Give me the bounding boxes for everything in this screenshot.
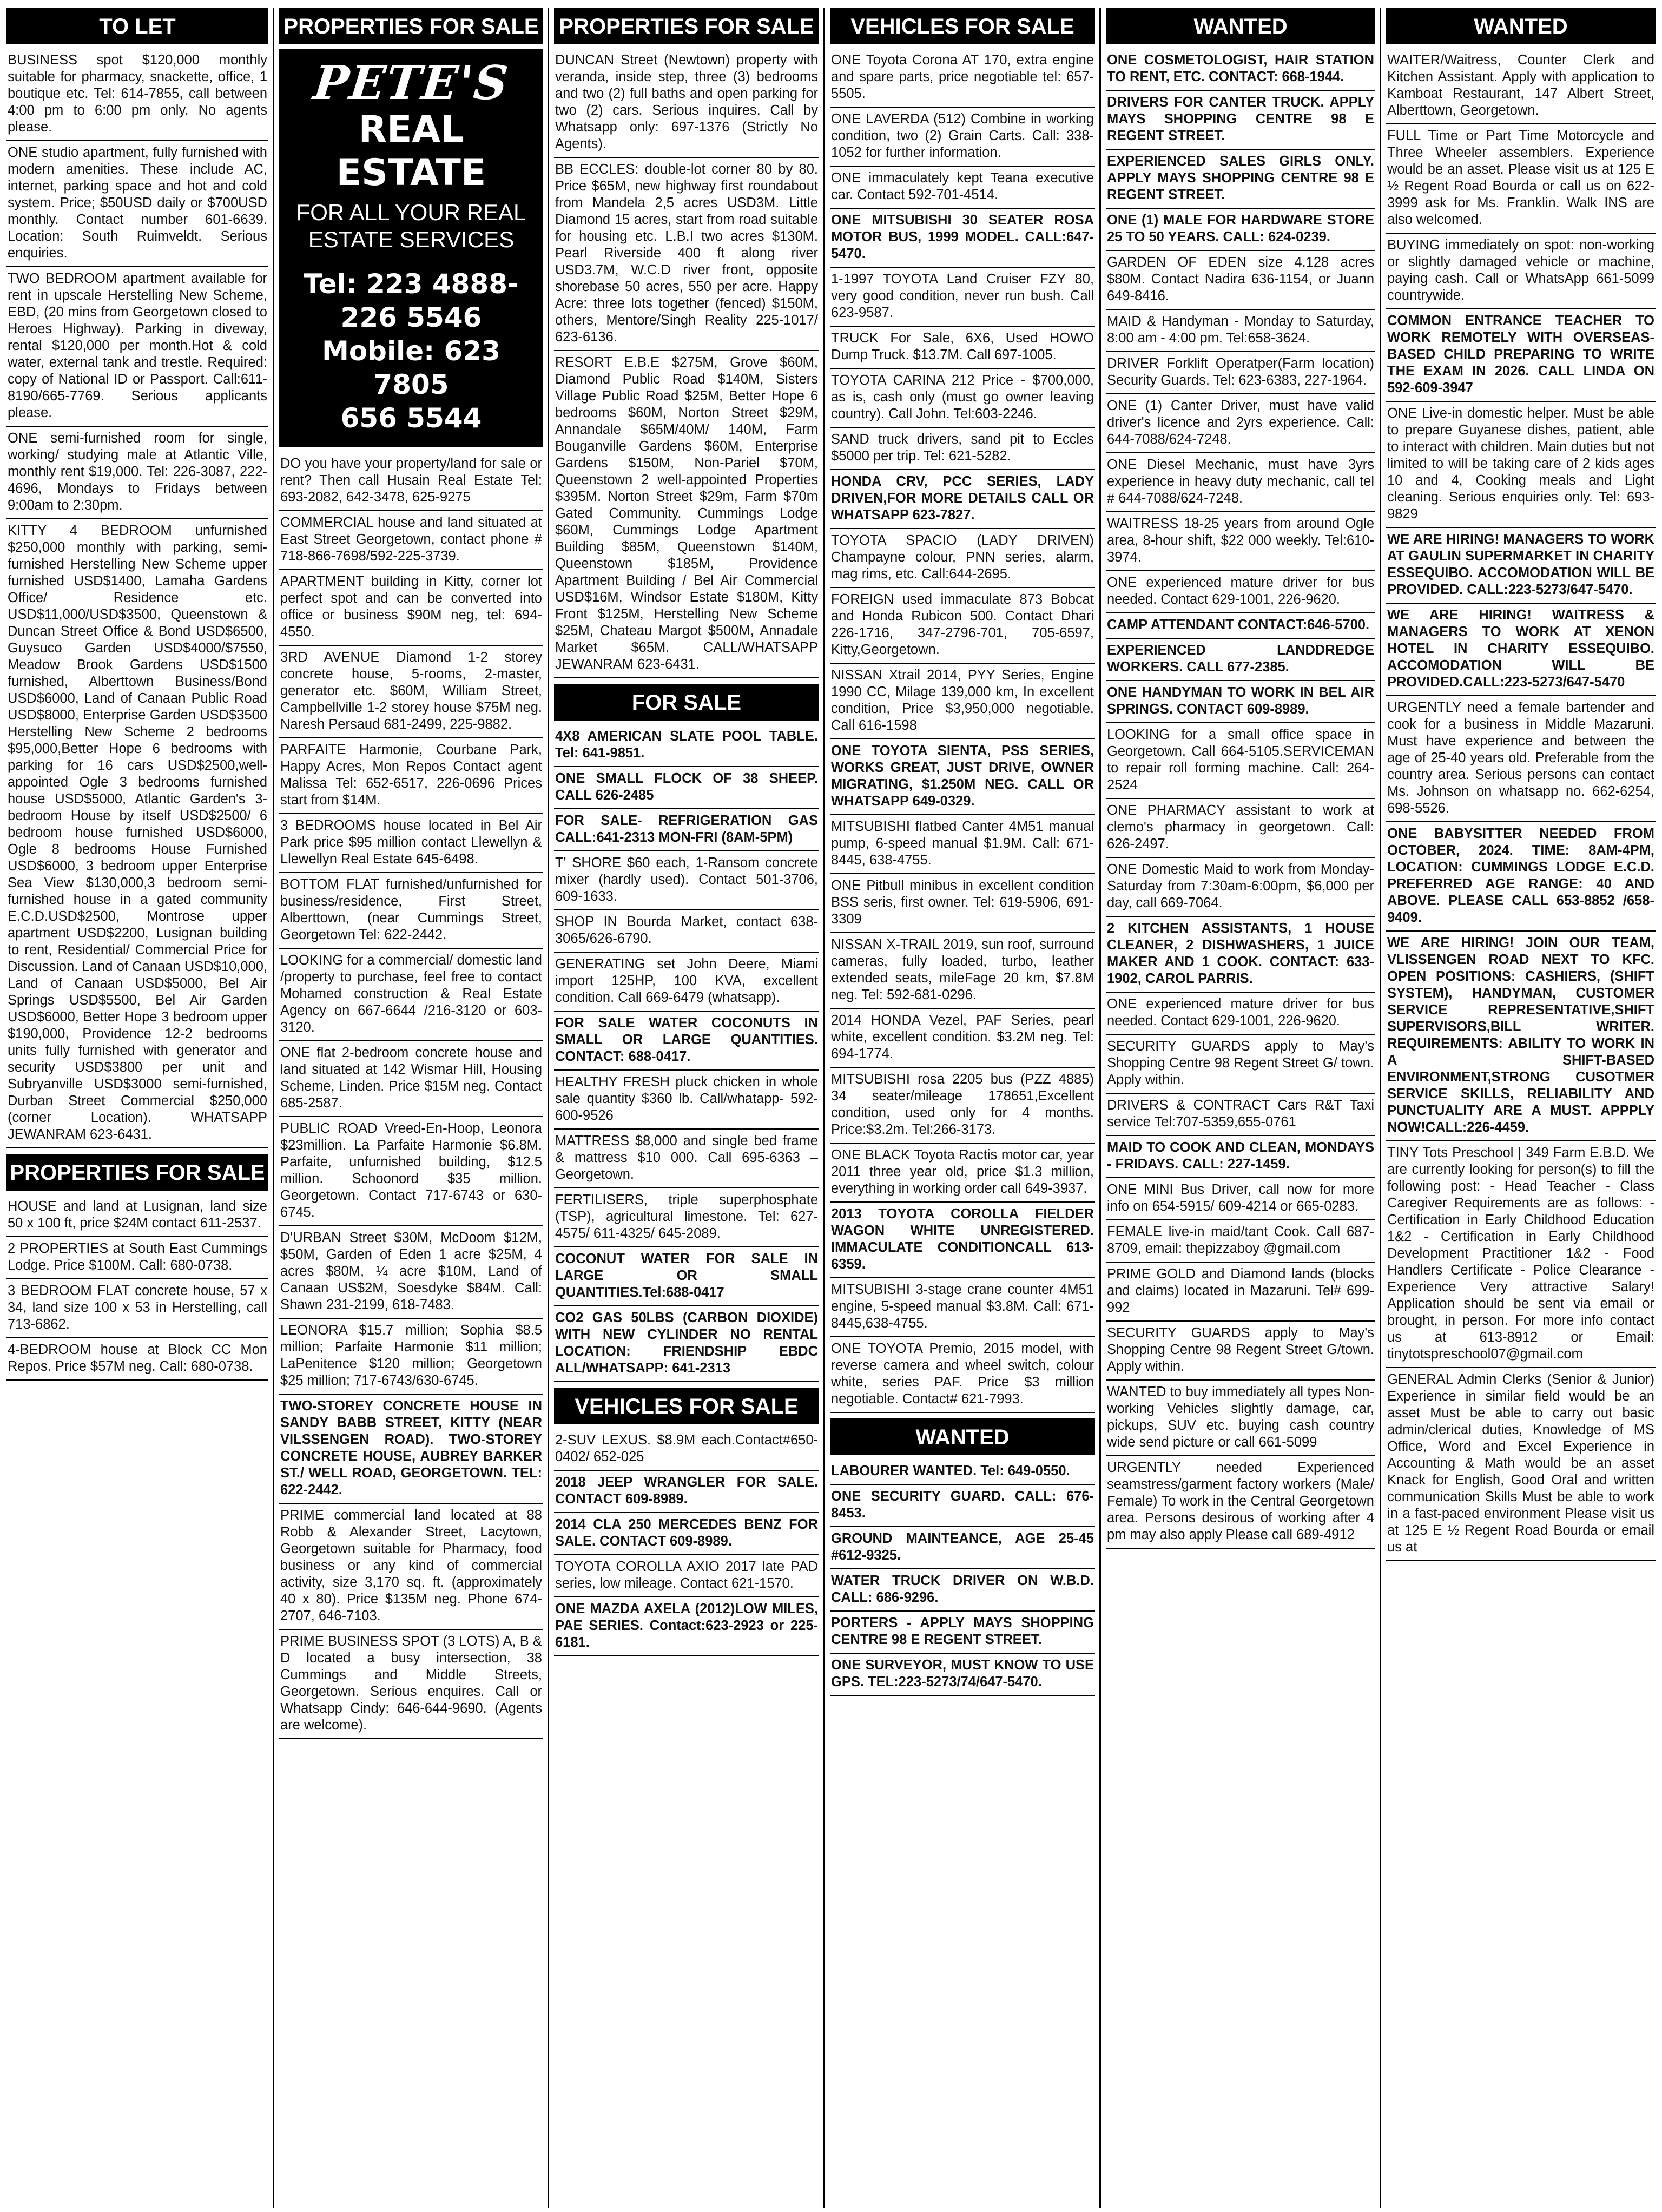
classified-ad xyxy=(554,351,819,678)
classified-ad xyxy=(1106,858,1375,917)
classified-ad xyxy=(1386,124,1656,234)
classified-ad xyxy=(6,267,268,427)
classified-ad xyxy=(554,1130,819,1188)
classified-ad xyxy=(6,1338,268,1381)
classified-ad-text: BOTTOM FLAT furnished/unfurnished for business/residence, First Street, Alberttown, (near Cummings Street, Georgetown Tel: 622-2442. xyxy=(280,877,542,942)
classified-ad-text: APARTMENT building in Kitty, corner lot perfect spot and can be converted into office or business $90M neg, tel: 694-4550. xyxy=(280,574,542,639)
classified-ad xyxy=(6,141,268,267)
classified-ad xyxy=(6,427,268,519)
classified-ad xyxy=(1106,1178,1375,1220)
classified-ad xyxy=(554,158,819,351)
classified-ad xyxy=(830,327,1095,369)
classified-ad xyxy=(1106,394,1375,453)
classified-ad xyxy=(1106,1263,1375,1322)
classified-ad xyxy=(1106,1456,1375,1549)
wanted-ads-col5 xyxy=(1106,49,1375,1549)
to-let-ads xyxy=(6,49,268,1148)
classified-ad-text: PRIME GOLD and Diamond lands (blocks and claims) located in Mazaruni. Tel# 699-992 xyxy=(1107,1266,1374,1315)
classified-ad xyxy=(554,1071,819,1130)
classified-ad-text: ONE MAZDA AXELA (2012)LOW MILES, PAE SERIES. Contact:623-2923 or 225-6181. xyxy=(555,1601,818,1650)
classified-ad-text: ONE Diesel Mechanic, must have 3yrs experience in heavy duty mechanic, call tel # 644-7088/624-7248. xyxy=(1107,457,1374,506)
classified-ad-text: ONE SMALL FLOCK OF 38 SHEEP. CALL 626-2485 xyxy=(555,771,818,803)
section-header-wanted: WANTED xyxy=(830,1418,1095,1455)
classified-ad xyxy=(554,1471,819,1513)
classified-ad xyxy=(830,428,1095,470)
classified-ad xyxy=(830,1569,1095,1612)
classified-ad-text: ONE HANDYMAN TO WORK IN BEL AIR SPRINGS. CONTACT 609-8989. xyxy=(1107,685,1374,717)
classified-ad-text: BUSINESS spot $120,000 monthly suitable for pharmacy, snackette, office, 1 boutique etc. Tel: 614-7855, call between 4:00 pm to 6:00 pm only. No agents please. xyxy=(8,52,267,135)
classified-ad xyxy=(554,1513,819,1555)
classified-ad-text: 3RD AVENUE Diamond 1-2 storey concrete house, 5-rooms, 2-master, generator etc. $60M, William Street, Campbellville 1-2 storey house $75M neg. Naresh Persaud 681-2499, 225-9882. xyxy=(280,650,542,732)
classified-ad xyxy=(1386,309,1656,402)
classified-ad-text: T' SHORE $60 each, 1-Ransom concrete mixer (hardly used). Contact 501-3706, 609-1633. xyxy=(555,855,818,904)
classified-ad-text: SECURITY GUARDS apply to May's Shopping Centre 98 Regent Street G/town. Apply within. xyxy=(1107,1325,1374,1374)
logo-subtitle: REAL ESTATE xyxy=(336,108,486,194)
classified-ad-text: ONE MITSUBISHI 30 SEATER ROSA MOTOR BUS, 1999 MODEL. CALL:647-5470. xyxy=(831,213,1094,261)
classified-ad-text: NISSAN X-TRAIL 2019, sun roof, surround cameras, fully loaded, turbo, leather extended seats, mileFage 20 km, $7.8M neg. Tel: 592-681-0296. xyxy=(831,937,1094,1002)
classified-ad-text: KITTY 4 BEDROOM unfurnished $250,000 monthly with parking, semi-furnished Herstelling New Scheme upper furnished USD$1400, Lamaha Gardens Office/ Residence etc. USD$11,000/USD$3500, Queenstown & Duncan Street Office & Bond USD$6500, Guysuco Garden USD$4000/$7550, Meadow Brook Gardens USD$1500 furnished, Alberttown Business/Bond USD$6000, Land of Canaan Public Road USD$8000, Enterprise Garden USD$3500 Herstelling New Scheme 2 bedrooms $95,000,Better Hope 6 bedrooms with parking for 16 cars USD$2500,well-appointed Ogle 3 bedrooms furnished house USD$5000, Atlantic Garden's 3-bedroom House by itself USD$2500/ 6 bedroom house furnished USD$6000, Ogle 8 bedrooms House Furnished USD$6000, 3 bedroom upper Enterprise Sea View $130,000,3 bedroom semi-furnished house in a gated community E.C.D.USD$2500, Montrose upper apartment USD$2200, Lusignan building to rent, Residential/ Commercial Price for Discussion. Land of Canaan USD$10,000, Land of Canaan USD$5000, Bel Air Springs USD$5500, Bel Air Garden USD$6000, Better Hope 3 bedroom upper $190,000, Providence 12-2 bedrooms units fully furnished with generator and security USD$3800 per unit and Subryanville USD$3000 semi-furnished, Durban Street Commercial $250,000 (corner Location). WHATSAPP JEWANRAM 623-6431. xyxy=(8,523,267,1142)
classified-ad-text: MITSUBISHI 3-stage crane counter 4M51 engine, 5-speed manual $3.8M. Call: 671-8445,638-4755. xyxy=(831,1282,1094,1331)
section-header-vehicles-for-sale: VEHICLES FOR SALE xyxy=(554,1388,819,1424)
logo-tel: Tel: 223 4888- xyxy=(304,268,519,300)
classified-ad-text: GENERAL Admin Clerks (Senior & Junior) Experience in similar field would be an asset Must be able to carry out basic admin/clerical duties, Knowledge of MS Office, Word and Excel Experience in Accounting & Math would be an asset Knack for English, Good Oral and written communication Skills Must be able to work in a fast-paced environment Please visit us at 125 E ½ Regent Road Bourda or email us at xyxy=(1387,1372,1654,1555)
classified-ad-text: TOYOTA CARINA 212 Price - $700,000, as is, cash only (must go owner leaving country). Call John. Tel:603-2246. xyxy=(831,373,1094,421)
logo-name: PETE'S xyxy=(311,56,512,110)
column-6 xyxy=(1383,8,1659,2208)
classified-ad-text: MAID & Handyman - Monday to Saturday, 8:00 am - 4:00 pm. Tel:658-3624. xyxy=(1107,314,1374,346)
classified-ad-text: DUNCAN Street (Newtown) property with veranda, inside step, three (3) bedrooms and two (2) full baths and open parking for two (2) cars. Serious inquires. Call by Whatsapp only: 697-1376 (Strictly No Agents). xyxy=(555,52,818,151)
classified-ad-text: ONE Toyota Corona AT 170, extra engine and spare parts, price negotiable tel: 657-5505. xyxy=(831,52,1094,101)
classified-ad xyxy=(1106,993,1375,1035)
classified-ad xyxy=(279,1395,543,1504)
classified-ad-text: 2018 JEEP WRANGLER FOR SALE. CONTACT 609-8989. xyxy=(555,1475,818,1507)
petes-real-estate-logo xyxy=(279,49,543,447)
classified-ad-text: ONE Domestic Maid to work from Monday-Saturday from 7:30am-6:00pm, $6,000 per day, call 669-7064. xyxy=(1107,862,1374,910)
classified-ad xyxy=(1386,234,1656,309)
classified-ad-text: WE ARE HIRING! JOIN OUR TEAM, VLISSENGEN ROAD NEXT TO KFC. OPEN POSITIONS: CASHIERS, (SHIFT SYSTEM), HANDYMAN, CUSTOMER SERVICE REPRESENTATIVE,SHIFT SUPERVISORS,BILL WRITER. REQUIREMENTS: ABILITY TO WORK IN A SHIFT-BASED ENVIRONMENT,STRONG CUSOTMER SERVICE SKILLS, RELIABILITY AND PUNCTUALITY ARE A MUST. APPPLY NOW!CALL:226-4459. xyxy=(1387,935,1654,1135)
classified-ad xyxy=(279,1504,543,1630)
logo-tel-2: 226 5546 xyxy=(340,302,482,333)
classified-ad-text: PRIME commercial land located at 88 Robb & Alexander Street, Lacytown, Georgetown suitable for Pharmacy, food business or any kind of commercial activity, size 3,170 sq. ft. (approximately 40 x 80). Price $135M neg. Phone 674-2707, 646-7103. xyxy=(280,1508,542,1623)
classified-ad-text: ONE Live-in domestic helper. Must be able to prepare Guyanese dishes, patient, able to interact with children. Main duties but not limited to will be taking care of 2 kids ages 10 and 4, Cooking meals and Light cleaning. Serious enquiries only. Tel: 693-9829 xyxy=(1387,406,1654,521)
classified-ad-text: 2014 CLA 250 MERCEDES BENZ FOR SALE. CONTACT 609-8989. xyxy=(555,1517,818,1549)
classified-ad-text: ONE BLACK Toyota Ractis motor car, year 2011 three year old, price $1.3 million, everything in working order call 649-3937. xyxy=(831,1147,1094,1196)
classified-ad xyxy=(554,1188,819,1247)
classified-ad xyxy=(830,369,1095,428)
classified-ad xyxy=(1106,1136,1375,1178)
classified-ad-text: EXPERIENCED LANDDREDGE WORKERS. CALL 677-2385. xyxy=(1107,643,1374,675)
classified-ad xyxy=(1386,822,1656,932)
classified-ad-text: DRIVER Forklift Operatper(Farm location) Security Guards. Tel: 623-6383, 227-1964. xyxy=(1107,356,1374,388)
properties-sale-ads-col1 xyxy=(6,1195,268,1381)
classified-ad-text: COMMON ENTRANCE TEACHER TO WORK REMOTELY WITH OVERSEAS-BASED CHILD PREPARING TO WRITE THE EXAM IN 2026. CALL LINDA ON 592-609-3947 xyxy=(1387,313,1654,395)
classified-ad-text: TOYOTA SPACIO (LADY DRIVEN) Champayne colour, PNN series, alarm, mag rims, etc. Call:644-2695. xyxy=(831,533,1094,582)
classified-ad xyxy=(830,1460,1095,1485)
classified-ad-text: PRIME BUSINESS SPOT (3 LOTS) A, B & D located a busy intersection, 38 Cummings and Middle Streets, Georgetown. Serious enquires. Call or Whatsapp Cindy: 646-644-9690. (Agents are welcome). xyxy=(280,1634,542,1733)
classified-ad-text: WANTED to buy immediately all types Non-working Vehicles slightly damage, car, pickups, SUV etc. buying cash country wide send picture or call 661-5099 xyxy=(1107,1384,1374,1450)
classified-ad xyxy=(6,1237,268,1279)
column-rule xyxy=(548,8,549,2208)
classified-ad xyxy=(830,1527,1095,1569)
classified-ad-text: SAND truck drivers, sand pit to Eccles $5000 per trip. Tel: 621-5282. xyxy=(831,432,1094,464)
classified-ad-text: ONE SECURITY GUARD. CALL: 676-8453. xyxy=(831,1489,1094,1521)
classified-ad xyxy=(6,1279,268,1338)
classified-ad-text: LABOURER WANTED. Tel: 649-0550. xyxy=(831,1463,1070,1478)
classified-ad xyxy=(279,646,543,738)
classified-ad-text: WE ARE HIRING! WAITRESS & MANAGERS TO WORK AT XENON HOTEL IN CHARITY ESSEQUIBO. ACCOMODATION WILL BE PROVIDED.CALL:223-5273/647-5470 xyxy=(1387,608,1654,690)
classified-ad-text: BUYING immediately on spot: non-working or slightly damaged vehicle or machine, paying cash. Call or WhatsApp 661-5099 countrywide. xyxy=(1387,237,1654,303)
section-header-properties-for-sale-2: PROPERTIES FOR SALE xyxy=(279,8,543,44)
classified-ad xyxy=(6,49,268,141)
logo-mobile: Mobile: 623 7805 xyxy=(322,335,500,400)
column-3 xyxy=(551,8,822,2208)
classified-ad xyxy=(1106,251,1375,310)
classified-ad-text: ONE experienced mature driver for bus needed. Contact 629-1001, 226-9620. xyxy=(1107,996,1374,1028)
classified-ad-text: WE ARE HIRING! MANAGERS TO WORK AT GAULIN SUPERMARKET IN CHARITY ESSEQUIBO. ACCOMODATION WILL BE PROVIDED. CALL:223-5273/647-5470. xyxy=(1387,532,1654,597)
classified-ad xyxy=(554,851,819,910)
classified-ad-text: LEONORA $15.7 million; Sophia $8.5 million; Parfaite Harmonie $11 million; LaPenitence $120 million; Georgetown $25 million; 717-6743/630-6745. xyxy=(280,1323,542,1388)
classified-ad xyxy=(830,1278,1095,1337)
classified-ad-text: GARDEN OF EDEN size 4.128 acres $80M. Contact Nadira 636-1154, or Juann 649-8416. xyxy=(1107,255,1374,303)
classified-ad xyxy=(1106,639,1375,681)
classified-ad xyxy=(1106,1035,1375,1094)
classified-ad-text: PARFAITE Harmonie, Courbane Park, Happy Acres, Mon Repos Contact agent Malissa Tel: 652-6517, 226-0696 Prices start from $14M. xyxy=(280,742,542,808)
classified-ad-text: 2 PROPERTIES at South East Cummings Lodge. Price $100M. Call: 680-0738. xyxy=(8,1241,267,1273)
classified-ad xyxy=(830,529,1095,588)
classified-ad-text: BB ECCLES: double-lot corner 80 by 80. Price $65M, new highway first roundabout from Mandela 2,5 acres USD3M. Little Diamond 15 acres, start from road suitable for housing etc. L.B.I two acres $130M. Pearl Riverside 400 ft along river USD3.7M, W.C.D river front, opposite shorebase 50 acres, 550 per acre. Happy Acre: three lots together (fenced) $150M, others, Mentore/Singh Reality 225-1017/ 623-6136. xyxy=(555,162,818,345)
column-5 xyxy=(1103,8,1379,2208)
vehicle-ads-col3 xyxy=(554,1429,819,1656)
classified-ad-text: LOOKING for a commercial/ domestic land /property to purchase, feel free to contact Mohamed construction & Real Estate Agency on 667-6644 /216-3120 or 603-3120. xyxy=(280,953,542,1035)
classified-ad-text: TRUCK For Sale, 6X6, Used HOWO Dump Truck. $13.7M. Call 697-1005. xyxy=(831,331,1094,362)
classified-ad xyxy=(1106,723,1375,799)
classified-ad xyxy=(554,1306,819,1382)
column-4 xyxy=(827,8,1098,2208)
classified-ad xyxy=(1106,681,1375,723)
classified-ad xyxy=(1386,696,1656,822)
classified-ad-text: D'URBAN Street $30M, McDoom $12M, $50M, Garden of Eden 1 acre $25M, 4 acres $80M, ¼ acre $10M, Land of Canaan US$2M, Soesdyke $84M. Call: Shawn 231-2199, 618-7483. xyxy=(280,1230,542,1312)
section-header-for-sale: FOR SALE xyxy=(554,684,819,721)
column-rule xyxy=(1380,8,1381,2208)
classified-ad xyxy=(1106,512,1375,571)
section-header-properties-for-sale: PROPERTIES FOR SALE xyxy=(6,1154,268,1191)
classified-ad-text: FULL Time or Part Time Motorcycle and Three Wheeler assemblers. Experience would be an asset. Please visit us at 125 E ½ Regent Road Bourda or call us on 622-3999 ask for Ms. Franklin. Walk INS are also welcomed. xyxy=(1387,128,1654,227)
classified-ad xyxy=(1106,310,1375,352)
classified-ad xyxy=(6,519,268,1148)
classified-ad xyxy=(279,949,543,1041)
classified-ad-text: CO2 GAS 50LBS (CARBON DIOXIDE) WITH NEW CYLINDER NO RENTAL LOCATION: FRIENDSHIP EBDC ALL/WHATSAPP: 641-2313 xyxy=(555,1310,818,1376)
classified-ad-text: ONE PHARMACY assistant to work at clemo's pharmacy in georgetown. Call: 626-2497. xyxy=(1107,803,1374,851)
classified-ad-text: FERTILISERS, triple superphosphate (TSP), agricultural limestone. Tel: 627-4575/ 611-4325/ 645-2089. xyxy=(555,1192,818,1241)
classified-ad-text: ONE flat 2-bedroom concrete house and land situated at 142 Wismar Hill, Housing Scheme, Linden. Price $15M neg. Contact 685-2587. xyxy=(280,1045,542,1111)
section-header-vehicles-for-sale-2: VEHICLES FOR SALE xyxy=(830,8,1095,44)
classified-ad xyxy=(554,725,819,767)
classified-ad xyxy=(554,1012,819,1071)
logo-mobile-2: 656 5544 xyxy=(340,402,482,434)
logo-tagline: FOR ALL YOUR REAL ESTATE SERVICES xyxy=(296,200,526,252)
classified-ad xyxy=(1106,799,1375,858)
classified-ad xyxy=(1106,613,1375,639)
classified-ad xyxy=(1106,1094,1375,1136)
classified-ad-text: GENERATING set John Deere, Miami import 125HP, 100 KVA, excellent condition. Call 669-6479 (whatsapp). xyxy=(555,956,818,1005)
section-header-to-let: TO LET xyxy=(6,8,268,44)
classified-ad xyxy=(830,1612,1095,1654)
classified-ad xyxy=(1386,932,1656,1141)
classified-ad xyxy=(830,470,1095,529)
classified-ad-text: FOR SALE- REFRIGERATION GAS CALL:641-2313 MON-FRI (8AM-5PM) xyxy=(555,813,818,845)
classified-ad xyxy=(554,809,819,851)
classified-ad-text: TINY Tots Preschool | 349 Farm E.B.D. We are currently looking for person(s) to fill the following post: - Head Teacher - Class Caregiver Requirements are as follows: - Certification in Early Childhood Education 1&2 - Certification in Early Childhood Development Practitioner 1&2 - Food Handlers Certificate - Police Clearance - Experience Very attractive Salary! Application should be sent via email or brought, in person. For more info contact us at 613-8912 or Email: tinytotspreschool07@gmail.com xyxy=(1387,1145,1654,1362)
classified-ad xyxy=(1106,49,1375,91)
classified-ad-text: MITSUBISHI flatbed Canter 4M51 manual pump, 6-speed manual $1.9M. Call: 671-8445, 638-4755. xyxy=(831,819,1094,868)
classified-ad-text: ONE Pitbull minibus in excellent condition BSS seris, first owner. Tel: 619-5906, 691-3309 xyxy=(831,878,1094,927)
classified-ad-text: CAMP ATTENDANT CONTACT:646-5700. xyxy=(1107,617,1370,632)
classified-ad-text: ONE LAVERDA (512) Combine in working condition, two (2) Grain Carts. Call: 338-1052 for further information. xyxy=(831,111,1094,160)
classified-ad-text: DO you have your property/land for sale or rent? Then call Husain Real Estate Tel: 693-2082, 642-3478, 625-9275 xyxy=(280,456,542,505)
classified-ad xyxy=(1106,150,1375,209)
column-rule xyxy=(273,8,274,2208)
classified-ad-text: ONE immaculately kept Teana executive car. Contact 592-701-4514. xyxy=(831,170,1094,202)
classified-ad-text: LOOKING for a small office space in Georgetown. Call 664-5105.SERVICEMAN to repair roll forming machine. Call: 264-2524 xyxy=(1107,727,1374,793)
classified-ad xyxy=(830,49,1095,108)
classified-ad-text: DRIVERS & CONTRACT Cars R&T Taxi service Tel:707-5359,655-0761 xyxy=(1107,1098,1374,1130)
classified-ad xyxy=(830,1337,1095,1413)
classified-ad-text: COMMERCIAL house and land situated at East Street Georgetown, contact phone # 718-866-7698/592-225-3739. xyxy=(280,515,542,564)
classified-ad-text: URGENTLY need a female bartender and cook for a business in Middle Mazaruni. Must have experience and between the age of 25-40 years old. Preferable from the country area. Serious persons can contact Ms. Johnson on whatsapp no. 662-6254, 698-5526. xyxy=(1387,700,1654,816)
properties-sale-ads-col2 xyxy=(279,452,543,1739)
classified-ad xyxy=(554,1429,819,1471)
classified-ad xyxy=(1106,1322,1375,1381)
classified-ad-text: WATER TRUCK DRIVER ON W.B.D. CALL: 686-9296. xyxy=(831,1573,1094,1605)
for-sale-ads xyxy=(554,725,819,1382)
classified-ad xyxy=(279,1319,543,1395)
classified-ad-text: HEALTHY FRESH pluck chicken in whole sale quantity $360 lb. Call/whatapp- 592-600-9526 xyxy=(555,1074,818,1123)
classified-ad-text: 4X8 AMERICAN SLATE POOL TABLE. Tel: 641-9851. xyxy=(555,729,818,761)
classified-ad xyxy=(1386,528,1656,604)
classified-ad xyxy=(830,167,1095,209)
classified-ad-text: HOUSE and land at Lusignan, land size 50 x 100 ft, price $24M contact 611-2537. xyxy=(8,1199,267,1231)
classified-ad xyxy=(830,1009,1095,1068)
classified-ad xyxy=(1106,917,1375,993)
classified-ad xyxy=(279,570,543,646)
classified-ad xyxy=(830,815,1095,874)
classified-ad-text: PUBLIC ROAD Vreed-En-Hoop, Leonora $23million. La Parfaite Harmonie $6.8M. Parfaite, unfurnished building, $12.5 million. Schoonord $35 million. Georgetown. Contact 717-6743 or 630-6745. xyxy=(280,1121,542,1220)
classified-ad-text: NISSAN Xtrail 2014, PYY Series, Engine 1990 CC, Milage 139,000 km, In excellent condition, Price $3,950,000 negotiable. Call 616-1598 xyxy=(831,668,1094,733)
classified-ad-text: COCONUT WATER FOR SALE IN LARGE OR SMALL QUANTITIES.Tel:688-0417 xyxy=(555,1251,818,1300)
classified-ad-text: SHOP IN Bourda Market, contact 638-3065/626-6790. xyxy=(555,914,818,946)
classified-ad xyxy=(1106,571,1375,613)
classified-ad-text: 2 KITCHEN ASSISTANTS, 1 HOUSE CLEANER, 2 DISHWASHERS, 1 JUICE MAKER AND 1 COOK. CONTACT: 633-1902, CAROL PARRIS. xyxy=(1107,921,1374,986)
classified-ad-text: ONE experienced mature driver for bus needed. Contact 629-1001, 226-9620. xyxy=(1107,575,1374,607)
classified-ad xyxy=(830,108,1095,167)
classified-ad xyxy=(1106,1381,1375,1456)
classified-ad xyxy=(554,1597,819,1656)
classified-ad xyxy=(1386,604,1656,696)
classified-ad-text: ONE MINI Bus Driver, call now for more info on 654-5915/ 609-4214 or 665-0283. xyxy=(1107,1182,1374,1214)
classified-ad-text: DRIVERS FOR CANTER TRUCK. APPLY MAYS SHOPPING CENTRE 98 E REGENT STREET. xyxy=(1107,95,1374,143)
classified-ad-text: TOYOTA COROLLA AXIO 2017 late PAD series, low mileage. Contact 621-1570. xyxy=(555,1559,818,1591)
section-header-wanted-2: WANTED xyxy=(1106,8,1375,44)
classified-ad-text: FEMALE live-in maid/tant Cook. Call 687-8709, email: thepizzaboy @gmail.com xyxy=(1107,1224,1374,1256)
classified-ad xyxy=(279,814,543,873)
classified-ad-text: MAID TO COOK AND CLEAN, MONDAYS - FRIDAYS. CALL: 227-1459. xyxy=(1107,1140,1374,1172)
classified-ad xyxy=(830,209,1095,268)
classified-ad xyxy=(279,511,543,570)
classified-ad xyxy=(279,452,543,511)
classified-ad xyxy=(830,739,1095,815)
classified-ad-text: 3 BEDROOM FLAT concrete house, 57 x 34, land size 100 x 53 in Herstelling, call 713-6862. xyxy=(8,1283,267,1332)
classified-ad-text: ONE TOYOTA Premio, 2015 model, with reverse camera and wheel switch, colour white, series PAF. Price $3 million negotiable. Contact# 621-7993. xyxy=(831,1341,1094,1407)
classified-ad xyxy=(830,268,1095,327)
classified-ad xyxy=(830,664,1095,739)
classified-ad xyxy=(554,49,819,158)
classified-ad xyxy=(279,1630,543,1739)
classified-ad xyxy=(554,1247,819,1306)
classified-ad-text: ONE studio apartment, fully furnished with modern amenities. These include AC, internet, parking space and hot and cold system. Price; $50USD daily or $700USD monthly. Contact number 601-6639. Location: South Ruimveldt. Serious enquiries. xyxy=(8,145,267,261)
classified-ad-text: 2014 HONDA Vezel, PAF Series, pearl white, excellent condition. $3.2M neg. Tel: 694-1774. xyxy=(831,1013,1094,1061)
classified-ad xyxy=(1386,1141,1656,1368)
section-header-properties-for-sale-3: PROPERTIES FOR SALE xyxy=(554,8,819,44)
classified-ad xyxy=(554,1555,819,1597)
classified-ad xyxy=(830,1203,1095,1278)
classified-ad-text: ONE BABYSITTER NEEDED FROM OCTOBER, 2024. TIME: 8AM-4PM, LOCATION: CUMMINGS LODGE E.C.D. PREFERRED AGE RANGE: 40 AND ABOVE. PLEASE CALL 653-8852 /658-9409. xyxy=(1387,826,1654,925)
classified-ad xyxy=(1106,91,1375,150)
column-2 xyxy=(276,8,546,2208)
classified-ad xyxy=(279,1041,543,1117)
classified-ad xyxy=(830,874,1095,933)
classified-ad-text: PORTERS - APPLY MAYS SHOPPING CENTRE 98 E REGENT STREET. xyxy=(831,1615,1094,1647)
classified-ad-text: 3 BEDROOMS house located in Bel Air Park price $95 million contact Llewellyn & Llewellyn Real Estate 645-6498. xyxy=(280,818,542,867)
wanted-ads-col4 xyxy=(830,1460,1095,1696)
classified-ad-text: 4-BEDROOM house at Block CC Mon Repos. Price $57M neg. Call: 680-0738. xyxy=(8,1342,267,1374)
classified-ad xyxy=(1386,49,1656,124)
classified-ad-text: HONDA CRV, PCC SERIES, LADY DRIVEN,FOR MORE DETAILS CALL OR WHATSAPP 623-7827. xyxy=(831,474,1094,523)
classified-ad-text: FOREIGN used immaculate 873 Bobcat and Honda Rubicon 500. Contact Dhari 226-1716, 347-2796-701, 705-6597, Kitty,Georgetown. xyxy=(831,592,1094,657)
classified-ad xyxy=(554,910,819,953)
classified-ad-text: TWO BEDROOM apartment available for rent in upscale Herstelling New Scheme, EBD, (20 mins from Georgetown closed to Heroes Highway). Parking in diveway, rental $120,000 per month.Hot & cold water, external tank and trestle. Required: copy of National ID or Passport. Call:611-8190/665-7769. Serious applicants please. xyxy=(8,271,267,420)
classified-ad xyxy=(830,933,1095,1009)
classified-ad-text: ONE SURVEYOR, MUST KNOW TO USE GPS. TEL:223-5273/74/647-5470. xyxy=(831,1658,1094,1689)
classified-ad xyxy=(279,1226,543,1319)
classified-ad xyxy=(1106,1220,1375,1263)
classified-ad xyxy=(6,1195,268,1237)
classified-ad-text: MITSUBISHI rosa 2205 bus (PZZ 4885) 34 seater/mileage 178651,Excellent condition, used only for 4 months. Price:$3.2m. Tel:266-3173. xyxy=(831,1072,1094,1137)
classified-ad-text: ONE (1) MALE FOR HARDWARE STORE 25 TO 50 YEARS. CALL: 624-0239. xyxy=(1107,213,1374,245)
section-header-wanted-3: WANTED xyxy=(1386,8,1656,44)
classified-ad xyxy=(1106,352,1375,394)
classified-ad xyxy=(830,588,1095,664)
classified-ad-text: ONE semi-furnished room for single, working/ studying male at Atlantic Ville, monthly rent $19,000. Tel: 226-3087, 222-4696, Mondays to Fridays between 9:00am to 2:30pm. xyxy=(8,431,267,513)
column-rule xyxy=(823,8,825,2208)
wanted-ads-col6 xyxy=(1386,49,1656,1561)
classified-ad xyxy=(830,1654,1095,1696)
classified-ad xyxy=(279,738,543,814)
classified-ad xyxy=(554,767,819,809)
classified-ad xyxy=(279,1117,543,1226)
classified-ad-text: MATTRESS $8,000 and single bed frame & mattress $10 000. Call 695-6363 – Georgetown. xyxy=(555,1133,818,1182)
classified-ad xyxy=(1106,209,1375,251)
classified-ad-text: SECURITY GUARDS apply to May's Shopping Centre 98 Regent Street G/ town. Apply within. xyxy=(1107,1039,1374,1087)
classified-ad-text: 1-1997 TOYOTA Land Cruiser FZY 80, very good condition, never run bush. Call 623-9587. xyxy=(831,272,1094,320)
classified-ad-text: WAITRESS 18-25 years from around Ogle area, 8-hour shift, $22 000 weekly. Tel:610-3974. xyxy=(1107,516,1374,565)
classified-ad-text: ONE COSMETOLOGIST, HAIR STATION TO RENT, ETC. CONTACT: 668-1944. xyxy=(1107,52,1374,84)
classified-ad-text: WAITER/Waitress, Counter Clerk and Kitchen Assistant. Apply with application to Kamboat Restaurant, 147 Albert Street, Alberttown, Georgetown. xyxy=(1387,52,1654,118)
vehicle-ads-col4 xyxy=(830,49,1095,1413)
classified-ad-text: 2-SUV LEXUS. $8.9M each.Contact#650-0402/ 652-025 xyxy=(555,1432,818,1464)
classified-ad xyxy=(830,1068,1095,1144)
classified-ad-text: ONE TOYOTA SIENTA, PSS SERIES, WORKS GREAT, JUST DRIVE, OWNER MIGRATING, $1.250M NEG. CALL OR WHATSAPP 649-0329. xyxy=(831,743,1094,809)
column-1 xyxy=(3,8,272,2208)
classified-ad-text: FOR SALE WATER COCONUTS IN SMALL OR LARGE QUANTITIES. CONTACT: 688-0417. xyxy=(555,1015,818,1064)
classified-ad xyxy=(1386,1368,1656,1561)
classified-ad-text: EXPERIENCED SALES GIRLS ONLY. APPLY MAYS SHOPPING CENTRE 98 E REGENT STREET. xyxy=(1107,154,1374,202)
classified-ad xyxy=(1106,453,1375,512)
properties-sale-ads-col3 xyxy=(554,49,819,678)
classified-ad xyxy=(830,1144,1095,1203)
classified-ad xyxy=(554,953,819,1012)
column-rule xyxy=(1099,8,1101,2208)
classified-ad-text: 2013 TOYOTA COROLLA FIELDER WAGON WHITE UNREGISTERED. IMMACULATE CONDITIONCALL 613-6359. xyxy=(831,1206,1094,1272)
classified-ad-text: ONE (1) Canter Driver, must have valid driver's licence and 2yrs experience. Call: 644-7088/624-7248. xyxy=(1107,398,1374,447)
classified-ad xyxy=(279,873,543,949)
classified-ad-text: RESORT E.B.E $275M, Grove $60M, Diamond Public Road $140M, Sisters Village Public Road $25M, Better Hope 6 bedrooms $60M, Norton Street $29M, Annandale $65M/40M/ 140M, Farm Bouganville Gardens $60M, Enterprise Gardens $150M, Non-Pariel $70M, Queenstown 2 well-appointed Properties $395M. Norton Street $29m, Farm $70m Gated Community. Cummings Lodge $60M, Cummings Lodge Apartment Building $85M, Queenstown $140M, Queenstown $185M, Providence Apartment Building / Bel Air Commercial USD$16M, Windsor Estate $180M, Kitty Front $125M, Herstelling New Scheme $25M, Chateau Margot $500M, Annadale Market $65M. CALL/WHATSAPP JEWANRAM 623-6431. xyxy=(555,355,818,672)
classified-ad-text: GROUND MAINTEANCE, AGE 25-45 #612-9325. xyxy=(831,1531,1094,1563)
classified-ad-text: URGENTLY needed Experienced seamstress/garment factory workers (Male/ Female) To work in the Central Georgetown area. Persons desirous of working after 4 pm may also apply Please call 689-4912 xyxy=(1107,1460,1374,1542)
classified-ad xyxy=(1386,402,1656,528)
classified-ad-text: TWO-STOREY CONCRETE HOUSE IN SANDY BABB STREET, KITTY (NEAR VILSSENGEN ROAD). TWO-STOREY CONCRETE HOUSE, AUBREY BARKER ST./ WELL ROAD, GEORGETOWN. TEL: 622-2442. xyxy=(280,1398,542,1497)
classified-ad xyxy=(830,1485,1095,1527)
